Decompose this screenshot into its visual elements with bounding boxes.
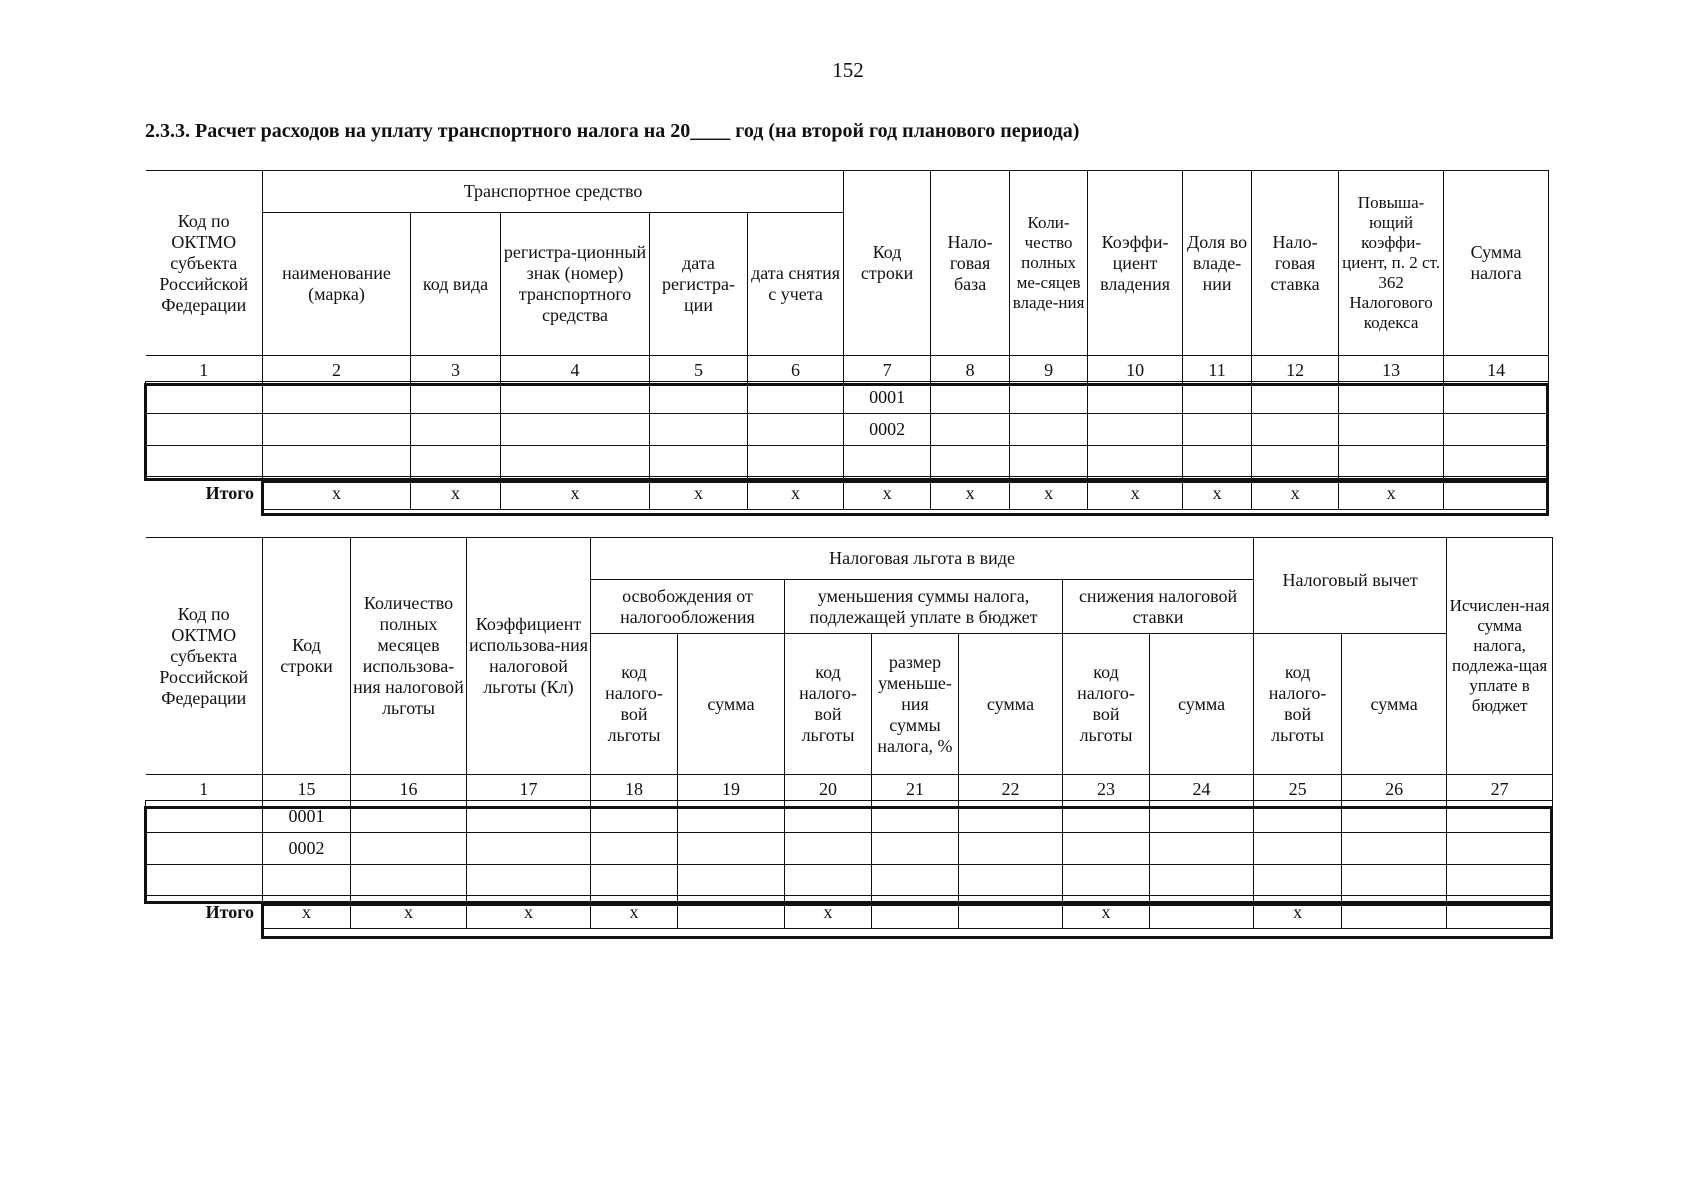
total-cell: х (591, 896, 678, 929)
column-number: 19 (678, 775, 785, 801)
total-cell: х (263, 896, 351, 929)
cell-reduction-code[interactable] (785, 801, 872, 833)
header-exemption: освобождения от налогообложения (591, 580, 785, 634)
table-row (146, 801, 1553, 833)
cell-coef[interactable] (467, 833, 591, 865)
cell-reduction-size[interactable] (872, 833, 959, 865)
tax-benefit-table (145, 537, 1553, 929)
total-cell[interactable] (872, 896, 959, 929)
column-number: 10 (1088, 356, 1183, 382)
column-number: 1 (146, 356, 263, 382)
column-number: 2 (263, 356, 411, 382)
cell-oktmo[interactable] (146, 865, 263, 896)
column-number: 23 (1063, 775, 1150, 801)
header-ownership-coef: Коэффи-циент владения (1088, 171, 1183, 356)
total-cell: х (785, 896, 872, 929)
column-number: 1 (146, 775, 263, 801)
section-title: 2.3.3. Расчет расходов на уплату транспортного налога на 20____ год (на второй год планового периода) (145, 120, 1080, 142)
cell-exemption-code[interactable] (591, 833, 678, 865)
cell-months[interactable] (1010, 382, 1088, 414)
cell-share[interactable] (1183, 382, 1252, 414)
cell-coef[interactable] (1088, 446, 1183, 477)
transport-tax-table (145, 170, 1549, 510)
header-reduction-code: код налого-вой льготы (785, 634, 872, 775)
cell-exemption-code[interactable] (591, 865, 678, 896)
table-row (146, 446, 1549, 477)
cell-rate[interactable] (1252, 414, 1339, 446)
total-cell: х (1339, 477, 1444, 510)
total-cell: х (263, 477, 411, 510)
cell-row-code: 0001 (263, 801, 351, 833)
column-number: 8 (931, 356, 1010, 382)
total-cell: х (844, 477, 931, 510)
cell-exemption-sum[interactable] (678, 801, 785, 833)
total-cell: х (748, 477, 844, 510)
column-number: 15 (263, 775, 351, 801)
header-oktmo: Код по ОКТМО субъекта Российской Федерации (146, 171, 263, 356)
cell-dereg-date[interactable] (748, 382, 844, 414)
cell-exemption-sum[interactable] (678, 833, 785, 865)
cell-reduction-sum[interactable] (959, 833, 1063, 865)
cell-deduction-sum[interactable] (1342, 833, 1447, 865)
column-number: 25 (1254, 775, 1342, 801)
column-number: 17 (467, 775, 591, 801)
header-tax-sum: Сумма налога (1444, 171, 1549, 356)
cell-tax-base[interactable] (931, 414, 1010, 446)
header-vehicle-name: наименование (марка) (263, 213, 411, 356)
total-row (146, 477, 1549, 510)
cell-row-code: 0002 (263, 833, 351, 865)
table-row (146, 382, 1549, 414)
cell-coef[interactable] (467, 865, 591, 896)
cell-rate-reduction-code[interactable] (1063, 833, 1150, 865)
cell-coef[interactable] (1088, 414, 1183, 446)
cell-coef[interactable] (1088, 382, 1183, 414)
header-reg-date: дата регистра-ции (650, 213, 748, 356)
column-number: 4 (501, 356, 650, 382)
header-row-code: Код строки (263, 538, 351, 775)
cell-reduction-code[interactable] (785, 833, 872, 865)
header-reduction-sum: сумма (959, 634, 1063, 775)
total-cell[interactable] (959, 896, 1063, 929)
table-row (146, 833, 1553, 865)
total-cell[interactable] (1342, 896, 1447, 929)
total-label: Итого (205, 901, 254, 922)
total-cell: х (650, 477, 748, 510)
header-ownership-share: Доля во владе-нии (1183, 171, 1252, 356)
cell-oktmo[interactable] (146, 414, 263, 446)
header-reduction-size: размер уменьше-ния суммы налога, % (872, 634, 959, 775)
column-number: 20 (785, 775, 872, 801)
total-cell[interactable] (1447, 896, 1553, 929)
header-tax-benefit: Налоговая льгота в виде (591, 538, 1254, 580)
cell-reduction-sum[interactable] (959, 801, 1063, 833)
cell-rate-reduction-code[interactable] (1063, 801, 1150, 833)
cell-months[interactable] (351, 865, 467, 896)
cell-share[interactable] (1183, 414, 1252, 446)
total-cell: х (467, 896, 591, 929)
cell-name[interactable] (263, 382, 411, 414)
column-number: 16 (351, 775, 467, 801)
cell-calc-sum[interactable] (1447, 865, 1553, 896)
header-oktmo: Код по ОКТМО субъекта Российской Федерации (146, 538, 263, 775)
cell-tax-sum[interactable] (1444, 446, 1549, 477)
column-number: 5 (650, 356, 748, 382)
cell-reg-date[interactable] (650, 382, 748, 414)
cell-reduction-sum[interactable] (959, 865, 1063, 896)
cell-reduction-code[interactable] (785, 865, 872, 896)
header-rate-reduction: снижения налоговой ставки (1063, 580, 1254, 634)
cell-rate-reduction-code[interactable] (1063, 865, 1150, 896)
cell-increase-coef[interactable] (1339, 382, 1444, 414)
header-exemption-sum: сумма (678, 634, 785, 775)
header-vehicle: Транспортное средство (263, 171, 844, 213)
cell-oktmo[interactable] (146, 446, 263, 477)
column-number: 9 (1010, 356, 1088, 382)
cell-tax-sum[interactable] (1444, 414, 1549, 446)
cell-calc-sum[interactable] (1447, 801, 1553, 833)
cell-rate-reduction-sum[interactable] (1150, 801, 1254, 833)
column-number: 21 (872, 775, 959, 801)
cell-calc-sum[interactable] (1447, 833, 1553, 865)
cell-deduction-code[interactable] (1254, 865, 1342, 896)
cell-oktmo[interactable] (146, 833, 263, 865)
header-dereg-date: дата снятия с учета (748, 213, 844, 356)
cell-rate-reduction-sum[interactable] (1150, 865, 1254, 896)
column-number: 22 (959, 775, 1063, 801)
total-cell: х (351, 896, 467, 929)
cell-dereg-date[interactable] (748, 414, 844, 446)
cell-exemption-code[interactable] (591, 801, 678, 833)
cell-months[interactable] (1010, 414, 1088, 446)
total-cell: х (1254, 896, 1342, 929)
header-tax-deduction: Налоговый вычет (1254, 538, 1447, 634)
cell-row-code: 0002 (844, 414, 931, 446)
total-cell[interactable] (1444, 477, 1549, 510)
cell-name[interactable] (263, 414, 411, 446)
header-deduction-code: код налого-вой льготы (1254, 634, 1342, 775)
column-number: 12 (1252, 356, 1339, 382)
header-benefit-months: Количество полных месяцев использова-ния налоговой льготы (351, 538, 467, 775)
header-reduction: уменьшения суммы налога, подлежащей уплате в бюджет (785, 580, 1063, 634)
total-cell: х (411, 477, 501, 510)
column-number: 27 (1447, 775, 1553, 801)
cell-exemption-sum[interactable] (678, 865, 785, 896)
cell-tax-base[interactable] (931, 446, 1010, 477)
page-number: 152 (832, 58, 864, 82)
cell-reg-date[interactable] (650, 446, 748, 477)
cell-dereg-date[interactable] (748, 446, 844, 477)
header-months: Коли-чество полных ме-сяцев владе-ния (1010, 171, 1088, 356)
cell-type-code[interactable] (411, 382, 501, 414)
cell-reg-date[interactable] (650, 414, 748, 446)
cell-deduction-code[interactable] (1254, 801, 1342, 833)
header-calc-sum: Исчислен-ная сумма налога, подлежа-щая уплате в бюджет (1447, 538, 1553, 775)
cell-months[interactable] (1010, 446, 1088, 477)
cell-rate[interactable] (1252, 446, 1339, 477)
cell-reg-sign[interactable] (501, 414, 650, 446)
cell-tax-sum[interactable] (1444, 382, 1549, 414)
cell-rate[interactable] (1252, 382, 1339, 414)
total-cell: х (931, 477, 1010, 510)
column-number-row (146, 356, 1549, 382)
cell-type-code[interactable] (411, 446, 501, 477)
table-row (146, 865, 1553, 896)
header-deduction-sum: сумма (1342, 634, 1447, 775)
cell-oktmo[interactable] (146, 801, 263, 833)
column-number: 14 (1444, 356, 1549, 382)
cell-reduction-size[interactable] (872, 865, 959, 896)
cell-months[interactable] (351, 801, 467, 833)
total-cell: х (501, 477, 650, 510)
table-row (146, 414, 1549, 446)
column-number: 18 (591, 775, 678, 801)
column-number: 24 (1150, 775, 1254, 801)
cell-coef[interactable] (467, 801, 591, 833)
cell-reg-sign[interactable] (501, 446, 650, 477)
column-number: 7 (844, 356, 931, 382)
cell-rate-reduction-sum[interactable] (1150, 833, 1254, 865)
cell-tax-base[interactable] (931, 382, 1010, 414)
cell-months[interactable] (351, 833, 467, 865)
header-exemption-code: код налого-вой льготы (591, 634, 678, 775)
total-cell[interactable] (678, 896, 785, 929)
total-cell: х (1183, 477, 1252, 510)
column-number: 11 (1183, 356, 1252, 382)
cell-increase-coef[interactable] (1339, 414, 1444, 446)
header-rate-reduction-sum: сумма (1150, 634, 1254, 775)
cell-deduction-sum[interactable] (1342, 865, 1447, 896)
header-benefit-coef: Коэффициент использова-ния налоговой льготы (Кл) (467, 538, 591, 775)
column-number: 26 (1342, 775, 1447, 801)
header-row-code: Код строки (844, 171, 931, 356)
header-tax-base: Нало-говая база (931, 171, 1010, 356)
header-increase-coef: Повыша-ющий коэффи-циент, п. 2 ст. 362 Налогового кодекса (1339, 171, 1444, 356)
total-cell[interactable] (1150, 896, 1254, 929)
cell-row-code (263, 865, 351, 896)
cell-increase-coef[interactable] (1339, 446, 1444, 477)
column-number-row (146, 775, 1553, 801)
cell-row-code: 0001 (844, 382, 931, 414)
cell-share[interactable] (1183, 446, 1252, 477)
header-rate-reduction-code: код налого-вой льготы (1063, 634, 1150, 775)
cell-deduction-code[interactable] (1254, 833, 1342, 865)
total-cell: х (1088, 477, 1183, 510)
cell-type-code[interactable] (411, 414, 501, 446)
cell-name[interactable] (263, 446, 411, 477)
header-tax-rate: Нало-говая ставка (1252, 171, 1339, 356)
total-row (146, 896, 1553, 929)
column-number: 6 (748, 356, 844, 382)
column-number: 3 (411, 356, 501, 382)
total-cell: х (1252, 477, 1339, 510)
column-number: 13 (1339, 356, 1444, 382)
cell-reg-sign[interactable] (501, 382, 650, 414)
cell-reduction-size[interactable] (872, 801, 959, 833)
header-reg-sign: регистра-ционный знак (номер) транспортного средства (501, 213, 650, 356)
cell-deduction-sum[interactable] (1342, 801, 1447, 833)
header-vehicle-type-code: код вида (411, 213, 501, 356)
total-label: Итого (205, 482, 254, 503)
total-cell: х (1063, 896, 1150, 929)
cell-row-code (844, 446, 931, 477)
cell-oktmo[interactable] (146, 382, 263, 414)
total-cell: х (1010, 477, 1088, 510)
